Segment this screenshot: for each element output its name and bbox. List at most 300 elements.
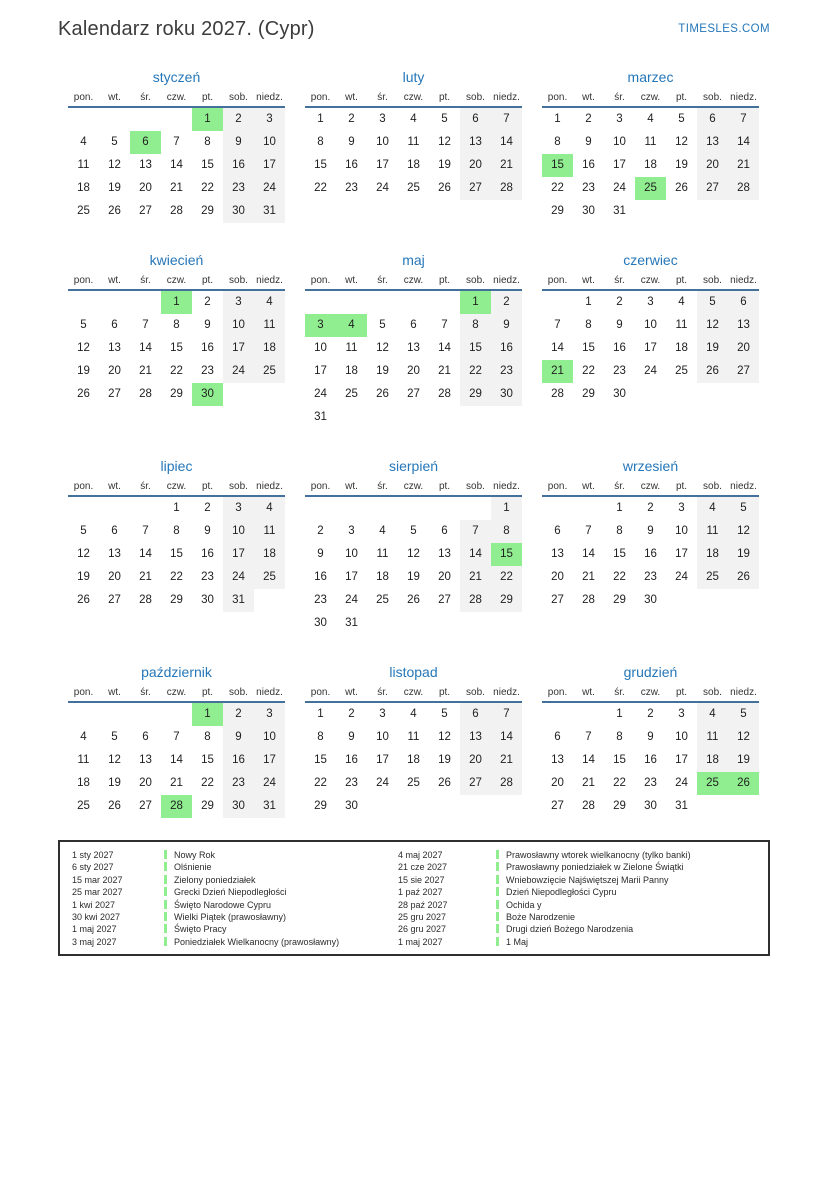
day-cell: 25 <box>77 205 90 217</box>
day-cell: 24 <box>223 360 254 383</box>
day-cell: 5 <box>728 703 759 726</box>
day-cell: 1 <box>317 113 324 125</box>
day-cell: 22 <box>170 571 183 583</box>
day-cell: 30 <box>314 617 327 629</box>
day-cell: 27 <box>551 800 564 812</box>
weekday-label: czw. <box>403 275 424 286</box>
day-cell <box>367 291 398 314</box>
legend-date: 1 kwi 2027 <box>72 899 116 910</box>
day-cell: 14 <box>460 543 491 566</box>
weekday-label: niedz. <box>256 275 283 286</box>
holiday-marker <box>164 937 167 946</box>
days-grid <box>68 291 285 406</box>
day-cell: 5 <box>678 113 685 125</box>
legend-holiday-name: Prawosławny wtorek wielkanocny (tylko banki) <box>496 849 768 861</box>
day-cell: 5 <box>410 525 417 537</box>
month-table <box>542 92 759 223</box>
month-lipiec <box>58 458 295 612</box>
day-cell: 3 <box>223 497 254 520</box>
weekday-header <box>305 481 522 497</box>
day-cell: 19 <box>675 159 688 171</box>
day-cell: 7 <box>173 731 180 743</box>
holiday-marker <box>496 875 499 884</box>
day-cell: 27 <box>728 360 759 383</box>
weekday-label: wt. <box>582 481 595 492</box>
day-cell: 2 <box>647 708 654 720</box>
day-cell: 11 <box>407 731 420 743</box>
day-cell: 19 <box>407 571 420 583</box>
day-cell: 13 <box>108 548 121 560</box>
day-cell: 5 <box>441 708 448 720</box>
weekday-label: sob. <box>466 481 485 492</box>
day-cell: 26 <box>438 182 451 194</box>
day-cell: 11 <box>77 754 90 766</box>
day-cell: 30 <box>491 383 522 406</box>
day-cell: 22 <box>460 360 491 383</box>
legend-holiday-name: Wielki Piątek (prawosławny) <box>164 911 398 923</box>
day-cell: 10 <box>314 342 327 354</box>
month-table <box>542 481 759 612</box>
day-cell: 25 <box>345 388 358 400</box>
day-cell: 23 <box>201 571 214 583</box>
weekday-header <box>542 687 759 703</box>
day-cell: 6 <box>130 131 161 154</box>
day-cell: 4 <box>379 525 386 537</box>
day-cell: 1 <box>192 703 223 726</box>
day-cell: 7 <box>441 319 448 331</box>
weekday-label: czw. <box>640 481 661 492</box>
day-cell: 17 <box>675 754 688 766</box>
weekday-label: sob. <box>703 275 722 286</box>
weekday-label: czw. <box>166 92 187 103</box>
day-cell: 3 <box>678 708 685 720</box>
day-cell: 14 <box>551 342 564 354</box>
day-cell <box>367 612 398 635</box>
day-cell <box>429 497 460 520</box>
weekday-label: czw. <box>403 687 424 698</box>
day-cell: 8 <box>204 136 211 148</box>
day-cell: 30 <box>644 800 657 812</box>
legend-date: 4 maj 2027 <box>398 850 443 860</box>
day-cell <box>542 291 573 314</box>
holiday-marker <box>496 937 499 946</box>
weekday-label: pon. <box>73 275 94 286</box>
day-cell: 7 <box>491 108 522 131</box>
month-table <box>542 687 759 818</box>
day-cell: 20 <box>728 337 759 360</box>
holiday-marker <box>496 850 499 859</box>
day-cell: 3 <box>254 108 285 131</box>
day-cell <box>429 612 460 635</box>
day-cell: 30 <box>345 800 358 812</box>
day-cell <box>666 200 697 223</box>
day-cell <box>491 795 522 818</box>
weekday-label: śr. <box>614 92 625 103</box>
day-cell: 10 <box>376 136 389 148</box>
day-cell: 6 <box>554 525 561 537</box>
day-cell <box>336 291 367 314</box>
day-cell: 30 <box>192 383 223 406</box>
day-cell: 23 <box>644 777 657 789</box>
legend-holiday-name: Nowy Rok <box>164 849 398 861</box>
day-cell: 10 <box>254 131 285 154</box>
legend-holiday-name: Święto Pracy <box>164 923 398 935</box>
day-cell <box>728 383 759 406</box>
day-cell: 16 <box>345 754 358 766</box>
weekday-label: niedz. <box>493 275 520 286</box>
day-cell: 26 <box>108 205 121 217</box>
weekday-label: śr. <box>140 92 151 103</box>
legend-holiday-name: Poniedziałek Wielkanocny (prawosławny) <box>164 936 398 948</box>
day-cell: 4 <box>410 113 417 125</box>
day-cell: 13 <box>697 131 728 154</box>
day-cell: 21 <box>170 182 183 194</box>
weekday-label: wt. <box>108 92 121 103</box>
day-cell: 2 <box>317 525 324 537</box>
legend-holiday-name: Drugi dzień Bożego Narodzenia <box>496 923 768 935</box>
day-cell <box>99 703 130 726</box>
holiday-marker <box>164 862 167 871</box>
day-cell: 22 <box>613 571 626 583</box>
days-grid <box>305 291 522 429</box>
day-cell: 16 <box>201 548 214 560</box>
day-cell <box>68 291 99 314</box>
day-cell: 26 <box>407 594 420 606</box>
day-cell: 8 <box>616 731 623 743</box>
day-cell <box>728 795 759 818</box>
day-cell <box>460 497 491 520</box>
day-cell <box>429 291 460 314</box>
day-cell: 18 <box>407 159 420 171</box>
day-cell: 28 <box>491 177 522 200</box>
day-cell: 26 <box>108 800 121 812</box>
day-cell: 15 <box>613 548 626 560</box>
day-cell: 14 <box>139 342 152 354</box>
day-cell: 12 <box>77 342 90 354</box>
day-cell: 7 <box>142 525 149 537</box>
month-table <box>305 275 522 429</box>
holiday-marker <box>496 887 499 896</box>
day-cell: 12 <box>728 726 759 749</box>
day-cell: 18 <box>697 749 728 772</box>
weekday-label: wt. <box>345 92 358 103</box>
legend-date: 1 sty 2027 <box>72 850 114 860</box>
day-cell: 17 <box>223 543 254 566</box>
day-cell: 23 <box>201 365 214 377</box>
day-cell: 25 <box>635 177 666 200</box>
legend-date: 1 maj 2027 <box>398 936 443 947</box>
month-listopad <box>295 664 532 818</box>
weekday-label: pt. <box>675 481 688 492</box>
weekday-label: niedz. <box>493 687 520 698</box>
legend-holiday-name: Boże Narodzenie <box>496 911 768 923</box>
weekday-label: pt. <box>201 481 214 492</box>
legend-holiday-name: Olśnienie <box>164 861 398 873</box>
day-cell <box>99 497 130 520</box>
day-cell: 16 <box>345 159 358 171</box>
day-cell: 19 <box>438 159 451 171</box>
day-cell: 3 <box>616 113 623 125</box>
day-cell: 24 <box>314 388 327 400</box>
day-cell: 8 <box>491 520 522 543</box>
day-cell: 4 <box>678 296 685 308</box>
day-cell <box>542 497 573 520</box>
day-cell: 29 <box>201 205 214 217</box>
day-cell: 30 <box>201 594 214 606</box>
weekday-label: śr. <box>377 275 388 286</box>
day-cell: 23 <box>223 772 254 795</box>
day-cell: 31 <box>254 200 285 223</box>
month-table <box>305 481 522 635</box>
day-cell: 18 <box>675 342 688 354</box>
day-cell: 21 <box>460 566 491 589</box>
day-cell: 20 <box>139 777 152 789</box>
month-title: sierpień <box>388 458 439 474</box>
day-cell: 12 <box>728 520 759 543</box>
weekday-label: śr. <box>140 275 151 286</box>
day-cell: 3 <box>223 291 254 314</box>
legend-row <box>72 874 768 886</box>
weekday-label: pon. <box>73 92 94 103</box>
day-cell <box>367 795 398 818</box>
day-cell: 19 <box>438 754 451 766</box>
weekday-label: niedz. <box>493 481 520 492</box>
day-cell <box>161 108 192 131</box>
day-cell: 16 <box>644 754 657 766</box>
site-link[interactable]: TIMESLES.COM <box>678 23 770 35</box>
day-cell: 22 <box>201 777 214 789</box>
day-cell: 23 <box>491 360 522 383</box>
day-cell: 12 <box>407 548 420 560</box>
legend-row <box>72 923 768 935</box>
day-cell: 24 <box>613 182 626 194</box>
day-cell: 21 <box>542 360 573 383</box>
day-cell: 20 <box>438 571 451 583</box>
day-cell: 27 <box>697 177 728 200</box>
weekday-header <box>542 92 759 108</box>
month-title: marzec <box>627 69 674 85</box>
holiday-marker <box>496 924 499 933</box>
day-cell: 23 <box>345 777 358 789</box>
day-cell: 7 <box>460 520 491 543</box>
day-cell: 20 <box>551 571 564 583</box>
day-cell: 16 <box>491 337 522 360</box>
day-cell: 14 <box>582 754 595 766</box>
day-cell: 8 <box>585 319 592 331</box>
day-cell <box>68 108 99 131</box>
day-cell: 12 <box>675 136 688 148</box>
day-cell: 28 <box>582 800 595 812</box>
day-cell: 6 <box>111 525 118 537</box>
day-cell: 13 <box>460 131 491 154</box>
day-cell: 10 <box>223 520 254 543</box>
day-cell: 11 <box>697 726 728 749</box>
day-cell: 15 <box>314 159 327 171</box>
day-cell: 9 <box>204 525 211 537</box>
day-cell: 25 <box>254 360 285 383</box>
day-cell <box>68 497 99 520</box>
weekday-header <box>68 687 285 703</box>
day-cell: 8 <box>173 319 180 331</box>
day-cell: 8 <box>554 136 561 148</box>
day-cell <box>573 703 604 726</box>
day-cell: 4 <box>336 314 367 337</box>
month-styczeń <box>58 69 295 223</box>
day-cell: 13 <box>551 754 564 766</box>
day-cell: 18 <box>697 543 728 566</box>
weekday-label: pt. <box>201 687 214 698</box>
weekday-label: pon. <box>547 92 568 103</box>
day-cell: 14 <box>170 754 183 766</box>
day-cell <box>254 383 285 406</box>
day-cell: 7 <box>173 136 180 148</box>
day-cell: 15 <box>201 159 214 171</box>
day-cell: 25 <box>675 365 688 377</box>
day-cell: 26 <box>77 594 90 606</box>
day-cell <box>130 108 161 131</box>
day-cell: 27 <box>108 594 121 606</box>
weekday-header <box>542 481 759 497</box>
day-cell: 13 <box>139 159 152 171</box>
day-cell: 16 <box>582 159 595 171</box>
day-cell: 14 <box>582 548 595 560</box>
day-cell: 14 <box>438 342 451 354</box>
weekday-label: sob. <box>466 275 485 286</box>
days-grid <box>68 108 285 223</box>
day-cell <box>635 383 666 406</box>
day-cell: 21 <box>728 154 759 177</box>
day-cell: 7 <box>554 319 561 331</box>
day-cell: 1 <box>460 291 491 314</box>
day-cell: 26 <box>697 360 728 383</box>
day-cell: 24 <box>644 365 657 377</box>
day-cell: 21 <box>438 365 451 377</box>
legend-rows <box>72 849 768 948</box>
weekday-label: czw. <box>640 275 661 286</box>
day-cell: 29 <box>170 388 183 400</box>
day-cell: 27 <box>551 594 564 606</box>
day-cell <box>130 291 161 314</box>
day-cell: 25 <box>376 594 389 606</box>
day-cell <box>460 612 491 635</box>
day-cell: 5 <box>111 136 118 148</box>
legend-date: 3 maj 2027 <box>72 936 117 947</box>
day-cell: 11 <box>77 159 90 171</box>
day-cell <box>491 406 522 429</box>
day-cell: 20 <box>407 365 420 377</box>
day-cell: 19 <box>77 365 90 377</box>
day-cell: 9 <box>348 136 355 148</box>
day-cell: 29 <box>551 205 564 217</box>
day-cell: 1 <box>585 296 592 308</box>
day-cell: 10 <box>675 731 688 743</box>
day-cell: 15 <box>314 754 327 766</box>
day-cell: 24 <box>254 772 285 795</box>
day-cell: 18 <box>77 777 90 789</box>
day-cell <box>398 406 429 429</box>
day-cell <box>429 406 460 429</box>
day-cell: 19 <box>108 777 121 789</box>
day-cell: 27 <box>139 800 152 812</box>
day-cell: 24 <box>254 177 285 200</box>
weekday-label: niedz. <box>493 92 520 103</box>
day-cell: 13 <box>728 314 759 337</box>
day-cell: 3 <box>305 314 336 337</box>
day-cell: 24 <box>376 777 389 789</box>
day-cell: 5 <box>80 319 87 331</box>
day-cell: 22 <box>613 777 626 789</box>
day-cell: 2 <box>223 703 254 726</box>
day-cell: 8 <box>317 731 324 743</box>
weekday-header <box>305 275 522 291</box>
weekday-label: śr. <box>614 687 625 698</box>
day-cell: 19 <box>728 749 759 772</box>
day-cell: 11 <box>675 319 688 331</box>
month-title: styczeń <box>152 69 201 85</box>
day-cell <box>99 108 130 131</box>
holiday-marker <box>496 900 499 909</box>
day-cell: 16 <box>201 342 214 354</box>
day-cell <box>130 497 161 520</box>
day-cell: 2 <box>348 708 355 720</box>
day-cell: 20 <box>697 154 728 177</box>
legend-date: 28 paź 2027 <box>398 899 448 910</box>
day-cell: 4 <box>80 731 87 743</box>
day-cell: 7 <box>728 108 759 131</box>
day-cell: 15 <box>170 342 183 354</box>
day-cell: 21 <box>139 571 152 583</box>
weekday-label: niedz. <box>256 687 283 698</box>
day-cell: 17 <box>345 571 358 583</box>
day-cell: 17 <box>644 342 657 354</box>
day-cell: 9 <box>585 136 592 148</box>
legend-row <box>72 886 768 898</box>
day-cell <box>336 497 367 520</box>
day-cell: 25 <box>407 182 420 194</box>
day-cell: 3 <box>379 708 386 720</box>
day-cell <box>491 612 522 635</box>
day-cell: 24 <box>376 182 389 194</box>
day-cell: 5 <box>728 497 759 520</box>
legend-date: 1 maj 2027 <box>72 924 117 935</box>
holiday-marker <box>164 924 167 933</box>
day-cell <box>398 291 429 314</box>
weekday-label: wt. <box>345 687 358 698</box>
month-table <box>68 481 285 612</box>
legend-date: 21 cze 2027 <box>398 862 448 873</box>
weekday-label: pt. <box>675 275 688 286</box>
legend-row <box>72 911 768 923</box>
day-cell: 9 <box>616 319 623 331</box>
day-cell: 31 <box>613 205 626 217</box>
weekday-label: pt. <box>438 92 451 103</box>
month-table <box>68 92 285 223</box>
day-cell: 9 <box>647 731 654 743</box>
weekday-label: śr. <box>377 687 388 698</box>
weekday-label: sob. <box>229 481 248 492</box>
weekday-label: wt. <box>582 687 595 698</box>
day-cell: 25 <box>254 566 285 589</box>
month-kwiecień <box>58 252 295 406</box>
weekday-label: sob. <box>703 687 722 698</box>
month-wrzesień <box>532 458 769 612</box>
legend-row <box>72 936 768 948</box>
weekday-label: sob. <box>229 92 248 103</box>
day-cell: 28 <box>491 772 522 795</box>
day-cell: 6 <box>460 108 491 131</box>
day-cell: 16 <box>613 342 626 354</box>
day-cell: 9 <box>223 131 254 154</box>
